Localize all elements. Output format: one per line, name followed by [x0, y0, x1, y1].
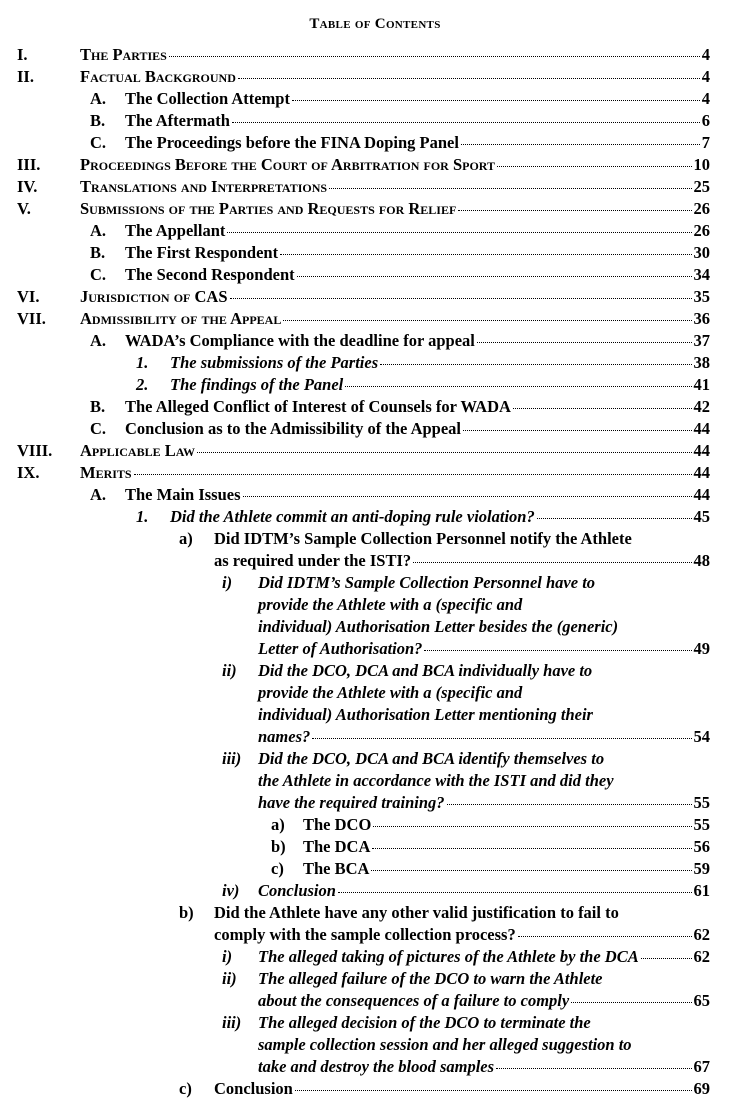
- toc-entry-line: [0, 946, 750, 968]
- toc-entry-title[interactable]: The Aftermath: [125, 111, 230, 130]
- toc-entry-number: c): [179, 1079, 192, 1098]
- toc-dot-leader: [372, 848, 691, 849]
- toc-page-number[interactable]: 62: [693, 947, 710, 966]
- toc-entry-line: [0, 1012, 750, 1034]
- toc-entry-line: [0, 220, 750, 242]
- toc-entry-line: [0, 352, 750, 374]
- toc-entry-number: C.: [90, 133, 107, 152]
- toc-dot-leader: [283, 320, 691, 321]
- toc-page-number[interactable]: 62: [693, 925, 710, 944]
- toc-dot-leader: [312, 738, 691, 739]
- toc-entry-title[interactable]: The alleged decision of the DCO to terminate the: [258, 1013, 591, 1032]
- toc-dot-leader: [371, 870, 691, 871]
- toc-entry-title[interactable]: as required under the ISTI?: [214, 551, 412, 570]
- toc-entry-line: [0, 858, 750, 880]
- toc-entry-title[interactable]: have the required training?: [258, 793, 445, 812]
- toc-entry-number: VI.: [17, 287, 40, 306]
- toc-entry-number: B.: [90, 243, 106, 262]
- toc-entry-title[interactable]: Did IDTM’s Sample Collection Personnel have to: [258, 573, 596, 592]
- toc-entry-title[interactable]: Merits: [80, 463, 132, 482]
- toc-page-number[interactable]: 36: [693, 309, 710, 328]
- toc-page-number[interactable]: 56: [693, 837, 710, 856]
- toc-entry-line: [0, 506, 750, 528]
- toc-entry-line: [0, 902, 750, 924]
- toc-dot-leader: [458, 210, 691, 211]
- toc-entry-line: [0, 880, 750, 902]
- toc-dot-leader: [329, 188, 691, 189]
- toc-page-number[interactable]: 69: [693, 1079, 710, 1098]
- toc-entry-title[interactable]: Translations and Interpretations: [80, 177, 328, 196]
- toc-entry-line: [0, 814, 750, 836]
- toc-entry-number: A.: [90, 331, 107, 350]
- toc-page-number[interactable]: 44: [693, 463, 710, 482]
- toc-entry-title[interactable]: Did the DCO, DCA and BCA individually have to: [258, 661, 593, 680]
- toc-entry-title[interactable]: The BCA: [303, 859, 370, 878]
- toc-page-number[interactable]: 65: [693, 991, 710, 1010]
- toc-entry-title[interactable]: individual) Authorisation Letter besides the (generic): [258, 617, 619, 636]
- toc-page-number[interactable]: 59: [693, 859, 710, 878]
- toc-entry-title[interactable]: The Proceedings before the FINA Doping Panel: [125, 133, 459, 152]
- toc-page-number[interactable]: 45: [693, 507, 710, 526]
- toc-entry-title[interactable]: Letter of Authorisation?: [258, 639, 423, 658]
- toc-entry-title[interactable]: The submissions of the Parties: [170, 353, 379, 372]
- toc-entry-number: iv): [222, 881, 240, 900]
- toc-entry-title[interactable]: Submissions of the Parties and Requests for Relief: [80, 199, 457, 218]
- toc-entry-title[interactable]: The DCA: [303, 837, 371, 856]
- toc-page-number[interactable]: 42: [693, 397, 710, 416]
- toc-entry-line: [0, 968, 750, 990]
- toc-entry-title[interactable]: Did the Athlete commit an anti-doping rule violation?: [170, 507, 535, 526]
- toc-entry-line: [0, 330, 750, 352]
- toc-entry-title[interactable]: The First Respondent: [125, 243, 279, 262]
- toc-entry-title[interactable]: The findings of the Panel: [170, 375, 344, 394]
- toc-entry-title[interactable]: take and destroy the blood samples: [258, 1057, 495, 1076]
- toc-dot-leader: [477, 342, 692, 343]
- toc-dot-leader: [169, 56, 700, 57]
- toc-entry-number: ii): [222, 969, 237, 988]
- toc-entry-number: IX.: [17, 463, 40, 482]
- toc-entry-line: [0, 528, 750, 550]
- toc-entry-title[interactable]: Conclusion as to the Admissibility of the Appeal: [125, 419, 462, 438]
- toc-entry-line: [0, 264, 750, 286]
- toc-entry-line: [0, 88, 750, 110]
- toc-dot-leader: [461, 144, 700, 145]
- toc-page-number[interactable]: 41: [693, 375, 710, 394]
- toc-dot-leader: [496, 1068, 691, 1069]
- toc-entry-line: [0, 1078, 750, 1100]
- toc-page-number[interactable]: 10: [693, 155, 710, 174]
- toc-entry-title[interactable]: Conclusion: [258, 881, 336, 900]
- toc-dot-leader: [227, 232, 691, 233]
- toc-dot-leader: [295, 1090, 692, 1091]
- toc-page-number[interactable]: 49: [693, 639, 710, 658]
- toc-entry-line: [0, 792, 750, 814]
- toc-entry-line: [0, 66, 750, 88]
- toc-entry-title[interactable]: about the consequences of a failure to comply: [258, 991, 570, 1010]
- toc-entry-line: [0, 660, 750, 682]
- toc-page-number[interactable]: 48: [693, 551, 710, 570]
- toc-dot-leader: [424, 650, 691, 651]
- toc-entry-number: B.: [90, 111, 106, 130]
- toc-page-number[interactable]: 44: [693, 419, 710, 438]
- toc-entry-number: A.: [90, 89, 107, 108]
- toc-entry-number: 2.: [136, 375, 149, 394]
- toc-entry-title[interactable]: Admissibility of the Appeal: [80, 309, 282, 328]
- toc-entry-title[interactable]: the Athlete in accordance with the ISTI and did they: [258, 771, 614, 790]
- toc-entry-title[interactable]: Applicable Law: [80, 441, 196, 460]
- toc-entry-number: C.: [90, 265, 107, 284]
- toc-entry-title[interactable]: WADA’s Compliance with the deadline for appeal: [125, 331, 475, 350]
- toc-entry-line: [0, 550, 750, 572]
- toc-entry-line: [0, 770, 750, 792]
- toc-entry-number: a): [271, 815, 285, 834]
- toc-entry-number: B.: [90, 397, 106, 416]
- toc-entry-number: b): [179, 903, 194, 922]
- toc-entry-title[interactable]: The Alleged Conflict of Interest of Counsels for WADA: [125, 397, 511, 416]
- toc-entry-number: IV.: [17, 177, 38, 196]
- toc-dot-leader: [232, 122, 700, 123]
- toc-entry-title[interactable]: comply with the sample collection process?: [214, 925, 516, 944]
- toc-page-number[interactable]: 26: [693, 199, 710, 218]
- toc-title: Table of Contents: [309, 16, 441, 32]
- toc-entry-number: i): [222, 947, 233, 966]
- toc-dot-leader: [345, 386, 691, 387]
- toc-entry-title[interactable]: Jurisdiction of CAS: [80, 287, 228, 306]
- toc-entry-line: [0, 154, 750, 176]
- toc-page-number[interactable]: 34: [693, 265, 710, 284]
- toc-entry-title[interactable]: Did the Athlete have any other valid justification to fail to: [214, 903, 619, 922]
- toc-page-number[interactable]: 25: [693, 177, 710, 196]
- toc-dot-leader: [134, 474, 692, 475]
- toc-page-number[interactable]: 37: [693, 331, 710, 350]
- toc-entry-title[interactable]: The Second Respondent: [125, 265, 295, 284]
- toc-page-number[interactable]: 55: [693, 793, 710, 812]
- toc-entry-line: [0, 418, 750, 440]
- toc-entry-line: [0, 726, 750, 748]
- toc-entry-title[interactable]: The Appellant: [125, 221, 226, 240]
- toc-entry-line: [0, 132, 750, 154]
- toc-page-number[interactable]: 4: [701, 89, 710, 108]
- toc-entry-title[interactable]: The DCO: [303, 815, 372, 834]
- toc-entry-number: III.: [17, 155, 41, 174]
- toc-dot-leader: [413, 562, 691, 563]
- toc-dot-leader: [447, 804, 692, 805]
- toc-entry-line: [0, 110, 750, 132]
- toc-entry-line: [0, 176, 750, 198]
- toc-entry-number: A.: [90, 485, 107, 504]
- toc-entry-line: [0, 638, 750, 660]
- toc-page-number[interactable]: 55: [693, 815, 710, 834]
- toc-entry-number: V.: [17, 199, 31, 218]
- toc-entry-line: [0, 1056, 750, 1078]
- toc-entry-number: b): [271, 837, 286, 856]
- toc-dot-leader: [238, 78, 700, 79]
- toc-entry-line: [0, 924, 750, 946]
- toc-entry-title[interactable]: provide the Athlete with a (specific and: [258, 683, 523, 702]
- toc-entry-line: [0, 1034, 750, 1056]
- toc-entry-number: c): [271, 859, 284, 878]
- toc-entry-line: [0, 308, 750, 330]
- toc-page-number[interactable]: 44: [693, 441, 710, 460]
- toc-entry-number: i): [222, 573, 233, 592]
- toc-entry-title[interactable]: The Collection Attempt: [125, 89, 290, 108]
- toc-entry-line: [0, 748, 750, 770]
- toc-page-number[interactable]: 35: [693, 287, 710, 306]
- toc-dot-leader: [230, 298, 692, 299]
- toc-page-number[interactable]: 38: [693, 353, 710, 372]
- toc-page-number[interactable]: 6: [701, 111, 710, 130]
- toc-page-number[interactable]: 54: [693, 727, 710, 746]
- toc-entry-line: [0, 704, 750, 726]
- toc-entry-line: [0, 462, 750, 484]
- toc-entry-line: [0, 396, 750, 418]
- toc-entry-line: [0, 286, 750, 308]
- toc-entry-line: [0, 198, 750, 220]
- toc-entry-number: II.: [17, 67, 34, 86]
- toc-entry-title[interactable]: Conclusion: [214, 1079, 293, 1098]
- toc-dot-leader: [518, 936, 692, 937]
- toc-entry-line: [0, 44, 750, 66]
- toc-entry-title[interactable]: provide the Athlete with a (specific and: [258, 595, 523, 614]
- toc-page-number[interactable]: 4: [701, 45, 710, 64]
- toc-page-number[interactable]: 44: [693, 485, 710, 504]
- toc-entry-title[interactable]: Did IDTM’s Sample Collection Personnel notify the Athlete: [214, 529, 632, 548]
- toc-entry-title[interactable]: The Main Issues: [125, 485, 241, 504]
- toc-entry-number: iii): [222, 749, 242, 768]
- toc-entry-title[interactable]: The alleged taking of pictures of the Athlete by the DCA: [258, 947, 639, 966]
- toc-dot-leader: [197, 452, 691, 453]
- toc-entry-title[interactable]: Proceedings Before the Court of Arbitration for Sport: [80, 155, 496, 174]
- toc-entry-number: C.: [90, 419, 107, 438]
- toc-dot-leader: [297, 276, 692, 277]
- toc-entry-title[interactable]: individual) Authorisation Letter mentioning their: [258, 705, 593, 724]
- toc-entry-line: [0, 682, 750, 704]
- toc-dot-leader: [537, 518, 692, 519]
- toc-dot-leader: [338, 892, 692, 893]
- toc-dot-leader: [373, 826, 691, 827]
- toc-dot-leader: [513, 408, 692, 409]
- toc-entry-number: a): [179, 529, 193, 548]
- toc-page-number[interactable]: 26: [693, 221, 710, 240]
- toc-page-number[interactable]: 4: [701, 67, 710, 86]
- toc-page-number[interactable]: 7: [701, 133, 710, 152]
- toc-entry-line: [0, 616, 750, 638]
- toc-page-number[interactable]: 61: [693, 881, 710, 900]
- toc-entry-number: A.: [90, 221, 107, 240]
- toc-entry-title[interactable]: The Parties: [80, 45, 167, 64]
- toc-entry-line: [0, 836, 750, 858]
- toc-entry-number: VIII.: [17, 441, 53, 460]
- toc-entry-line: [0, 484, 750, 506]
- toc-entry-line: [0, 572, 750, 594]
- toc-entry-line: [0, 242, 750, 264]
- toc-dot-leader: [280, 254, 691, 255]
- toc-entry-number: iii): [222, 1013, 242, 1032]
- toc-entry-number: VII.: [17, 309, 46, 328]
- toc-entry-line: [0, 594, 750, 616]
- toc-entry-title[interactable]: names?: [258, 727, 311, 746]
- toc-entry-number: ii): [222, 661, 237, 680]
- toc-dot-leader: [571, 1002, 691, 1003]
- toc-entry-number: 1.: [136, 353, 149, 372]
- toc-entry-title[interactable]: The alleged failure of the DCO to warn the Athlete: [258, 969, 603, 988]
- toc-dot-leader: [243, 496, 692, 497]
- toc-dot-leader: [497, 166, 691, 167]
- toc-page-number[interactable]: 67: [693, 1057, 710, 1076]
- toc-entry-title[interactable]: sample collection session and her alleged suggestion to: [258, 1035, 632, 1054]
- toc-page-number[interactable]: 30: [693, 243, 710, 262]
- toc-entry-title[interactable]: Did the DCO, DCA and BCA identify themselves to: [258, 749, 605, 768]
- toc-dot-leader: [641, 958, 692, 959]
- toc-entry-number: 1.: [136, 507, 149, 526]
- toc-dot-leader: [380, 364, 691, 365]
- toc-dot-leader: [292, 100, 700, 101]
- toc-entry-line: [0, 374, 750, 396]
- toc-entry-title[interactable]: Factual Background: [80, 67, 236, 86]
- toc-entry-line: [0, 990, 750, 1012]
- toc-entry-line: [0, 440, 750, 462]
- toc-entry-number: I.: [17, 45, 28, 64]
- toc-dot-leader: [463, 430, 691, 431]
